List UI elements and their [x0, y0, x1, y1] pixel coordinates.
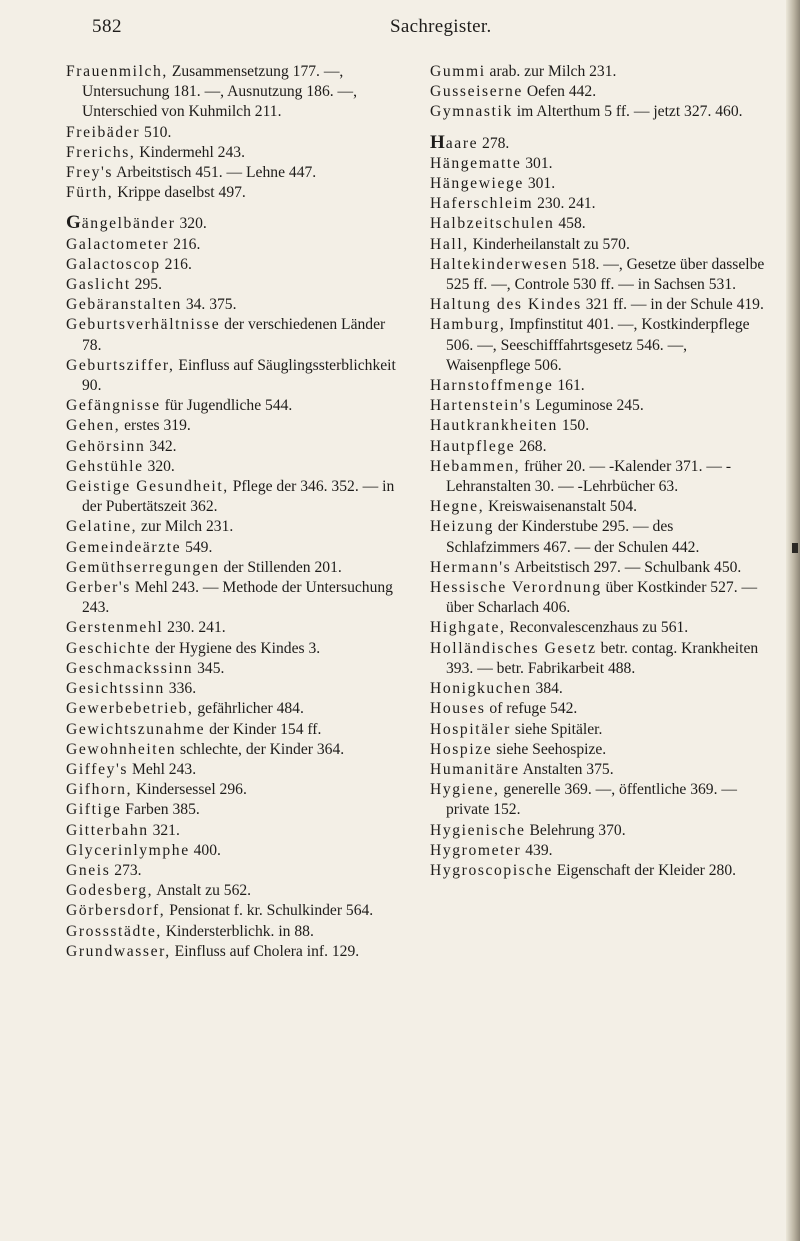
index-keyword: Fürth,: [66, 184, 114, 202]
index-references: 336.: [164, 680, 197, 698]
index-entry: [66, 800, 402, 820]
index-references: 342.: [145, 437, 177, 455]
index-references: Kindersterblichk. in 88.: [161, 922, 314, 940]
index-references: für Jugendliche 544.: [160, 397, 293, 415]
index-keyword: Humanitäre: [430, 760, 520, 778]
index-references: 345.: [193, 659, 225, 677]
index-entry: [430, 740, 766, 760]
index-references: 321.: [148, 821, 180, 839]
index-references: Anstalt zu 562.: [153, 882, 252, 900]
index-entry: [66, 235, 402, 255]
index-keyword: Gaslicht: [66, 276, 131, 294]
index-references: Reconvalescenzhaus zu 561.: [505, 619, 689, 637]
index-entry: [66, 901, 402, 921]
index-keyword: Hautpflege: [430, 437, 516, 455]
index-references: 510.: [140, 123, 172, 141]
index-entry: [66, 275, 402, 295]
index-entry: [66, 578, 402, 618]
index-entry: [430, 437, 766, 457]
index-keyword: Gehen,: [66, 417, 121, 435]
index-keyword: Frauenmilch,: [66, 63, 168, 80]
index-references: Mehl 243. — Methode der Untersuchung 243.: [82, 579, 393, 617]
index-keyword: Geschmackssinn: [66, 659, 194, 677]
index-entry: [66, 699, 402, 719]
index-keyword: Hebammen,: [430, 457, 521, 475]
index-keyword: Hautkrankheiten: [430, 417, 558, 435]
index-references: zur Milch 231.: [137, 518, 234, 536]
index-entry: [430, 578, 766, 618]
index-keyword: Glycerinlymphe: [66, 841, 190, 859]
index-references: Krippe daselbst 497.: [113, 184, 246, 202]
index-keyword: Gerstenmehl: [66, 619, 164, 637]
index-entry: [66, 163, 402, 183]
index-references: der verschiedenen Länder 78.: [82, 316, 386, 354]
index-references: 549.: [181, 538, 213, 556]
index-entry: [66, 356, 402, 396]
index-references: Pensionat f. kr. Schulkinder 564.: [165, 902, 374, 920]
index-keyword: Gesichtssinn: [66, 680, 165, 698]
index-entry: [430, 780, 766, 820]
index-keyword: Görbersdorf,: [66, 902, 166, 920]
index-entry: [66, 740, 402, 760]
index-keyword: Gemeindeärzte: [66, 538, 182, 556]
index-entry: [66, 517, 402, 537]
index-keyword: Halbzeitschulen: [430, 215, 555, 233]
index-entry: [66, 639, 402, 659]
index-keyword: Galactometer: [66, 235, 170, 253]
index-keyword: Geistige Gesundheit,: [66, 478, 229, 496]
index-entry: [66, 659, 402, 679]
index-keyword: Frerichs,: [66, 143, 136, 161]
index-entry: [430, 639, 766, 679]
index-references: Anstalten 375.: [519, 760, 614, 778]
index-entry: [430, 133, 766, 154]
index-references: 230. 241.: [163, 619, 226, 637]
index-references: gefährlicher 484.: [193, 700, 304, 718]
index-entry: [430, 295, 766, 315]
index-entry: [430, 457, 766, 497]
index-keyword: Hessische Verordnung: [430, 579, 602, 597]
index-references: 216.: [160, 255, 192, 273]
index-references: 321 ff. — in der Schule 419.: [581, 296, 764, 314]
index-entry: [430, 699, 766, 719]
index-entry: [66, 861, 402, 881]
index-keyword: Godesberg,: [66, 882, 154, 900]
index-references: im Alterthum 5 ff. — jetzt 327. 460.: [512, 103, 743, 121]
index-entry: [66, 821, 402, 841]
index-keyword: Hartenstein's: [430, 397, 532, 415]
page-number: 582: [92, 16, 122, 37]
index-keyword: Hospitäler: [430, 720, 511, 738]
index-references: Kinderheilanstalt zu 570.: [468, 235, 630, 253]
index-references: 295.: [130, 276, 162, 294]
index-entry: [66, 618, 402, 638]
index-references: Oefen 442.: [522, 83, 597, 101]
index-entry: [66, 143, 402, 163]
index-keyword: Haare: [430, 131, 479, 153]
index-references: Einfluss auf Säuglingssterblichkeit 90.: [82, 356, 396, 395]
index-entry: [430, 416, 766, 436]
index-entry: [430, 62, 766, 82]
index-references: Eigenschaft der Kleider 280.: [552, 861, 737, 879]
index-entry: [66, 922, 402, 942]
index-keyword: Hängewiege: [430, 175, 524, 193]
index-keyword: Gängelbänder: [66, 212, 176, 234]
index-keyword: Haltekinderwesen: [430, 255, 569, 273]
index-references: 150.: [557, 417, 590, 435]
index-keyword: Galactoscop: [66, 255, 161, 273]
index-keyword: Heizung: [430, 518, 495, 536]
index-keyword: Gemüthserregungen: [66, 558, 220, 576]
index-keyword: Geburtsverhältnisse: [66, 316, 221, 334]
index-keyword: Hegne,: [430, 498, 485, 516]
running-head: Sachregister.: [390, 16, 492, 37]
index-references: betr. contag. Krankheiten 393. — betr. Fabrikarbeit 488.: [446, 639, 759, 677]
index-references: Impfinstitut 401. —, Kostkinderpflege 506. —, Seeschifffahrtsgesetz 546. —, Waisenpflege 506.: [446, 316, 750, 374]
index-entry: [66, 477, 402, 517]
index-keyword: Gummi: [430, 63, 486, 80]
index-entry: [430, 720, 766, 740]
index-references: 518. —, Gesetze über dasselbe 525 ff. —, Controle 530 ff. — in Sachsen 531.: [446, 255, 765, 294]
index-entry: [66, 62, 402, 123]
index-keyword: Grossstädte,: [66, 922, 162, 940]
index-keyword: Gewohnheiten: [66, 740, 177, 758]
index-keyword: Hygienische: [430, 821, 526, 839]
index-keyword: Gymnastik: [430, 103, 513, 121]
index-entry: [430, 235, 766, 255]
index-entry: [66, 437, 402, 457]
index-entry: [430, 821, 766, 841]
index-references: 301.: [521, 154, 553, 172]
index-references: 301.: [523, 175, 556, 193]
index-references: generelle 369. —, öffentliche 369. — private 152.: [446, 781, 737, 819]
index-keyword: Hamburg,: [430, 316, 506, 334]
index-keyword: Holländisches Gesetz: [430, 639, 597, 657]
index-references: 268.: [515, 437, 547, 455]
index-references: 320.: [143, 457, 175, 475]
index-entry: [66, 123, 402, 143]
index-references: 34. 375.: [181, 296, 237, 314]
index-keyword: Harnstoffmenge: [430, 377, 554, 395]
index-references: Arbeitstisch 451. — Lehne 447.: [113, 164, 317, 182]
index-entry: [430, 679, 766, 699]
index-references: Belehrung 370.: [525, 821, 626, 839]
index-entry: [66, 558, 402, 578]
index-keyword: Giftige: [66, 801, 122, 819]
index-references: Zusammensetzung 177. —, Untersuchung 181. —, Ausnutzung 186. —, Unterschied von Kuhmilch 211.: [82, 63, 358, 121]
index-references: 400.: [189, 841, 221, 859]
index-references: 273.: [110, 861, 142, 879]
index-references: 458.: [554, 215, 586, 233]
index-entry: [430, 558, 766, 578]
index-references: Kindermehl 243.: [135, 143, 245, 161]
index-references: der Stillenden 201.: [219, 558, 342, 576]
index-references: 230. 241.: [533, 195, 596, 213]
index-references: Kindersessel 296.: [132, 781, 247, 799]
index-entry: [430, 841, 766, 861]
index-column-right: [430, 62, 766, 881]
index-keyword: Hygrometer: [430, 841, 522, 859]
index-references: 439.: [521, 841, 553, 859]
index-entry: [430, 82, 766, 102]
index-references: der Kinderstube 295. — des Schlafzimmers 467. — der Schulen 442.: [446, 518, 700, 556]
index-entry: [430, 497, 766, 517]
index-entry: [430, 618, 766, 638]
index-entry: [66, 396, 402, 416]
index-entry: [430, 760, 766, 780]
index-entry: [430, 194, 766, 214]
index-references: über Kostkinder 527. — über Scharlach 406.: [446, 579, 758, 617]
index-entry: [66, 538, 402, 558]
index-keyword: Hygiene,: [430, 781, 500, 799]
index-entry: [66, 183, 402, 203]
edge-mark: [792, 543, 798, 553]
index-entry: [430, 396, 766, 416]
index-entry: [430, 517, 766, 557]
index-keyword: Houses: [430, 700, 486, 718]
index-entry: [66, 881, 402, 901]
index-keyword: Gewerbebetrieb,: [66, 700, 194, 718]
index-entry: [66, 213, 402, 234]
index-entry: [66, 679, 402, 699]
index-references: 384.: [531, 680, 563, 698]
index-references: schlechte, der Kinder 364.: [176, 740, 345, 758]
page-header: [0, 14, 800, 54]
index-references: der Kinder 154 ff.: [205, 720, 322, 738]
index-keyword: Hängematte: [430, 154, 522, 172]
index-entry: [66, 720, 402, 740]
index-references: Farben 385.: [121, 801, 200, 819]
index-entry: [430, 102, 766, 122]
index-references: Kreiswaisenanstalt 504.: [484, 498, 638, 516]
index-references: Arbeitstisch 297. — Schulbank 450.: [511, 558, 742, 576]
index-entry: [66, 760, 402, 780]
index-keyword: Gneis: [66, 861, 111, 879]
index-keyword: Haferschleim: [430, 195, 534, 213]
index-column-left: [66, 62, 402, 962]
index-keyword: Gewichtszunahme: [66, 720, 206, 738]
index-entry: [430, 214, 766, 234]
index-keyword: Honigkuchen: [430, 680, 532, 698]
index-keyword: Gitterbahn: [66, 821, 149, 839]
index-references: siehe Spitäler.: [510, 720, 603, 738]
index-references: 216.: [169, 235, 201, 253]
index-keyword: Gerber's: [66, 579, 131, 597]
index-references: Leguminose 245.: [531, 397, 644, 415]
index-keyword: Hygroscopische: [430, 861, 553, 879]
index-keyword: Frey's: [66, 164, 114, 182]
index-references: der Hygiene des Kindes 3.: [151, 639, 321, 657]
index-references: Pflege der 346. 352. — in der Pubertätszeit 362.: [82, 478, 395, 516]
index-keyword: Geburtsziffer,: [66, 356, 175, 374]
index-keyword: Gehstühle: [66, 457, 144, 475]
index-entry: [66, 457, 402, 477]
index-keyword: Gusseiserne: [430, 83, 523, 101]
index-keyword: Hermann's: [430, 558, 512, 576]
index-entry: [430, 376, 766, 396]
index-entry: [430, 174, 766, 194]
index-keyword: Highgate,: [430, 619, 506, 637]
index-keyword: Haltung des Kindes: [430, 296, 582, 314]
index-references: 161.: [553, 377, 585, 395]
index-entry: [66, 416, 402, 436]
index-keyword: Gebäranstalten: [66, 296, 182, 314]
index-entry: [66, 315, 402, 355]
index-entry: [66, 841, 402, 861]
index-entry: [66, 295, 402, 315]
index-references: siehe Seehospize.: [492, 740, 607, 758]
index-entry: [430, 315, 766, 376]
index-keyword: Geschichte: [66, 639, 152, 657]
index-keyword: Gifhorn,: [66, 781, 133, 799]
index-references: Mehl 243.: [128, 760, 197, 778]
index-references: Einfluss auf Cholera inf. 129.: [170, 942, 360, 960]
index-entry: [430, 255, 766, 295]
index-keyword: Gelatine,: [66, 518, 138, 536]
index-keyword: Freibäder: [66, 123, 141, 141]
index-keyword: Giffey's: [66, 760, 129, 778]
index-keyword: Gefängnisse: [66, 397, 161, 415]
index-keyword: Gehörsinn: [66, 437, 146, 455]
index-references: arab. zur Milch 231.: [485, 63, 617, 80]
index-references: of refuge 542.: [485, 700, 578, 718]
index-entry: [66, 255, 402, 275]
index-keyword: Hospize: [430, 740, 493, 758]
index-keyword: Hall,: [430, 235, 469, 253]
index-references: erstes 319.: [120, 417, 191, 435]
index-entry: [66, 942, 402, 962]
index-entry: [430, 154, 766, 174]
index-entry: [430, 861, 766, 881]
page-edge: [786, 0, 800, 1241]
index-references: früher 20. — -Kalender 371. — -Lehranstalten 30. — -Lehrbücher 63.: [446, 457, 732, 496]
index-references: 320.: [175, 215, 207, 233]
index-keyword: Grundwasser,: [66, 942, 171, 960]
index-entry: [66, 780, 402, 800]
index-references: 278.: [478, 134, 510, 152]
